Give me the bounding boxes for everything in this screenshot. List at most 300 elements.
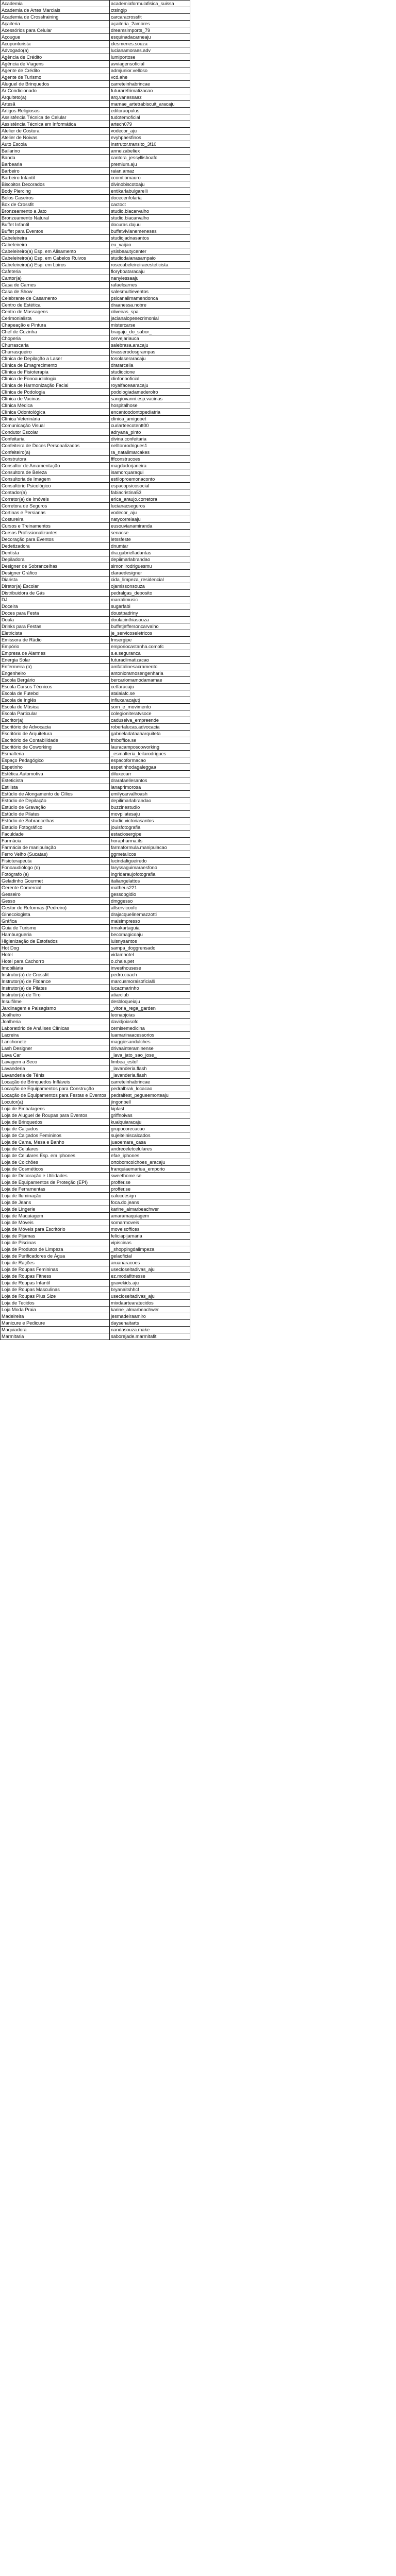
category-cell[interactable]: Lava Car bbox=[1, 1052, 110, 1059]
category-cell[interactable]: Clínica Veterinária bbox=[1, 416, 110, 422]
category-cell[interactable]: Hot Dog bbox=[1, 945, 110, 952]
category-cell[interactable]: Estúdio de Gravação bbox=[1, 804, 110, 811]
handle-cell[interactable]: diluxecarr bbox=[110, 771, 190, 777]
handle-cell[interactable]: curiarteecotentt00 bbox=[110, 422, 190, 429]
handle-cell[interactable]: italiangelattos bbox=[110, 878, 190, 885]
handle-cell[interactable]: esquinadacarneaju bbox=[110, 34, 190, 41]
handle-cell[interactable]: vodecor_aju bbox=[110, 128, 190, 134]
handle-cell[interactable]: simoniirodriguesmu bbox=[110, 563, 190, 570]
category-cell[interactable]: Locutor(a) bbox=[1, 1099, 110, 1106]
category-cell[interactable]: Designer Gráfico bbox=[1, 570, 110, 577]
handle-cell[interactable]: doustpadriny bbox=[110, 610, 190, 617]
handle-cell[interactable]: je_servicoseletricos bbox=[110, 630, 190, 637]
category-cell[interactable]: Loja de Ferramentas bbox=[1, 1186, 110, 1193]
category-cell[interactable]: Estúdio de Pilates bbox=[1, 811, 110, 818]
category-cell[interactable]: Doces para Festa bbox=[1, 610, 110, 617]
category-cell[interactable]: Instrutor(a) de Crossfit bbox=[1, 972, 110, 978]
handle-cell[interactable]: draanessa.nobre bbox=[110, 302, 190, 309]
category-cell[interactable]: Hotel bbox=[1, 952, 110, 958]
handle-cell[interactable]: drararcelia bbox=[110, 362, 190, 369]
handle-cell[interactable]: dreamsimports_79 bbox=[110, 27, 190, 34]
category-cell[interactable]: Agência de Crédito bbox=[1, 54, 110, 61]
handle-cell[interactable]: nelltonrodrigues1 bbox=[110, 443, 190, 449]
category-cell[interactable]: Estética Automotiva bbox=[1, 771, 110, 777]
category-cell[interactable]: Corretora de Seguros bbox=[1, 503, 110, 510]
handle-cell[interactable]: letssfeste bbox=[110, 536, 190, 543]
category-cell[interactable]: Guia de Turismo bbox=[1, 925, 110, 931]
handle-cell[interactable]: lucianamoraes.adv bbox=[110, 47, 190, 54]
handle-cell[interactable]: mixdaartearatecidos bbox=[110, 1300, 190, 1307]
category-cell[interactable]: Agente de Turismo bbox=[1, 74, 110, 81]
handle-cell[interactable]: jouisfotografia bbox=[110, 824, 190, 831]
category-cell[interactable]: Gesseiro bbox=[1, 891, 110, 898]
handle-cell[interactable]: lanaprimorosa bbox=[110, 784, 190, 791]
handle-cell[interactable]: oliveiras_spa bbox=[110, 309, 190, 315]
handle-cell[interactable]: avviagensoficial bbox=[110, 61, 190, 67]
category-cell[interactable]: DJ bbox=[1, 597, 110, 603]
handle-cell[interactable]: buffetvivianemeneses bbox=[110, 228, 190, 235]
handle-cell[interactable]: salesmultieventos bbox=[110, 289, 190, 295]
handle-cell[interactable]: caduselva_empreende bbox=[110, 717, 190, 724]
category-cell[interactable]: Depiladora bbox=[1, 556, 110, 563]
category-cell[interactable]: Escritor(a) bbox=[1, 717, 110, 724]
handle-cell[interactable]: futurarefrimatizacao bbox=[110, 88, 190, 94]
handle-cell[interactable]: psicanalimamendonca bbox=[110, 295, 190, 302]
handle-cell[interactable]: som_e_movimento bbox=[110, 704, 190, 710]
category-cell[interactable]: Academia de Artes Marciais bbox=[1, 7, 110, 14]
handle-cell[interactable]: pedralfest_pegueemorteaju bbox=[110, 1092, 190, 1099]
handle-cell[interactable]: ez.modafitnesse bbox=[110, 1273, 190, 1280]
category-cell[interactable]: Locação de Equipamentos para Festas e Eventos bbox=[1, 1092, 110, 1099]
handle-cell[interactable]: clinica_amigopet bbox=[110, 416, 190, 422]
category-cell[interactable]: Body Piercing bbox=[1, 188, 110, 195]
category-cell[interactable]: Joalheria bbox=[1, 1019, 110, 1025]
handle-cell[interactable]: bercariomamodamamae bbox=[110, 677, 190, 684]
handle-cell[interactable]: studiodaianasampaio bbox=[110, 255, 190, 262]
category-cell[interactable]: Box de Crossfit bbox=[1, 201, 110, 208]
category-cell[interactable]: Esteticista bbox=[1, 777, 110, 784]
category-cell[interactable]: Fisioterapeuta bbox=[1, 858, 110, 865]
handle-cell[interactable]: magdadorjaneira bbox=[110, 463, 190, 469]
category-cell[interactable]: Choperia bbox=[1, 335, 110, 342]
category-cell[interactable]: Gerente Comercial bbox=[1, 885, 110, 891]
category-cell[interactable]: Atelier de Noivas bbox=[1, 134, 110, 141]
handle-cell[interactable]: jacianalopesecrimonial bbox=[110, 315, 190, 322]
handle-cell[interactable]: desbloqueiaju bbox=[110, 998, 190, 1005]
category-cell[interactable]: Marmitaria bbox=[1, 1333, 110, 1340]
category-cell[interactable]: Bronzeamento Natural bbox=[1, 215, 110, 222]
category-cell[interactable]: Celebrante de Casamento bbox=[1, 295, 110, 302]
category-cell[interactable]: Clínica de Harmonização Facial bbox=[1, 382, 110, 389]
handle-cell[interactable]: drivaainteraminense bbox=[110, 1045, 190, 1052]
category-cell[interactable]: Loja de Tecidos bbox=[1, 1300, 110, 1307]
handle-cell[interactable]: efae_iphones bbox=[110, 1153, 190, 1159]
category-cell[interactable]: Ferro Velho (Sucatas) bbox=[1, 851, 110, 858]
handle-cell[interactable]: atalaiafc.se bbox=[110, 690, 190, 697]
category-cell[interactable]: Hotel para Cachorro bbox=[1, 958, 110, 965]
handle-cell[interactable]: usecloseitadivas_aju bbox=[110, 1266, 190, 1273]
handle-cell[interactable]: daysenaitarts bbox=[110, 1320, 190, 1327]
category-cell[interactable]: Estúdio Fotográfico bbox=[1, 824, 110, 831]
category-cell[interactable]: Espaço Pedagógico bbox=[1, 757, 110, 764]
category-cell[interactable]: Casa de Show bbox=[1, 289, 110, 295]
category-cell[interactable]: Estúdio de Sobrancelhas bbox=[1, 818, 110, 824]
category-cell[interactable]: Doceira bbox=[1, 603, 110, 610]
handle-cell[interactable]: bragaju_do_sabor_ bbox=[110, 329, 190, 335]
category-cell[interactable]: Diarista bbox=[1, 577, 110, 583]
category-cell[interactable]: Loja de Celulares bbox=[1, 1146, 110, 1153]
handle-cell[interactable]: vipiscinas bbox=[110, 1240, 190, 1246]
category-cell[interactable]: Clínica de Podologia bbox=[1, 389, 110, 396]
handle-cell[interactable]: doulacinthiasouza bbox=[110, 617, 190, 623]
category-cell[interactable]: Escritório de Contabilidade bbox=[1, 737, 110, 744]
category-cell[interactable]: Cabeleireiro(a) Esp. em Loiros bbox=[1, 262, 110, 268]
category-cell[interactable]: Cantor(a) bbox=[1, 275, 110, 282]
category-cell[interactable]: Lacreira bbox=[1, 1032, 110, 1039]
handle-cell[interactable]: ggmetalicos bbox=[110, 851, 190, 858]
category-cell[interactable]: Gestor de Reformas (Pedreiro) bbox=[1, 905, 110, 911]
category-cell[interactable]: Emissora de Rádio bbox=[1, 637, 110, 643]
handle-cell[interactable]: ra_natalimarcakes bbox=[110, 449, 190, 456]
category-cell[interactable]: Decoração para Eventos bbox=[1, 536, 110, 543]
category-cell[interactable]: Cursos Profissionalizantes bbox=[1, 530, 110, 536]
category-cell[interactable]: Lash Designer bbox=[1, 1045, 110, 1052]
category-cell[interactable]: Centro de Massagens bbox=[1, 309, 110, 315]
handle-cell[interactable]: ctsingip bbox=[110, 7, 190, 14]
handle-cell[interactable]: erica_araujo.corretora bbox=[110, 496, 190, 503]
handle-cell[interactable]: gelaoficial bbox=[110, 1253, 190, 1260]
category-cell[interactable]: Cabeleireiro bbox=[1, 242, 110, 248]
category-cell[interactable]: Buffet Infantil bbox=[1, 222, 110, 228]
handle-cell[interactable]: gabrieladataaharquiteta bbox=[110, 731, 190, 737]
category-cell[interactable]: Escritório de Advocacia bbox=[1, 724, 110, 731]
handle-cell[interactable]: davidjoiasofc bbox=[110, 1019, 190, 1025]
handle-cell[interactable]: ortobomcolchoes_aracaju bbox=[110, 1159, 190, 1166]
handle-cell[interactable]: moveisoffices bbox=[110, 1226, 190, 1233]
category-cell[interactable]: Bailarino bbox=[1, 148, 110, 155]
category-cell[interactable]: Faculdade bbox=[1, 831, 110, 838]
category-cell[interactable]: Banda bbox=[1, 155, 110, 161]
category-cell[interactable]: Loja de Roupas Femininas bbox=[1, 1266, 110, 1273]
category-cell[interactable]: Loja de Celulares Esp. em Iphones bbox=[1, 1153, 110, 1159]
category-cell[interactable]: Bronzeamento a Jato bbox=[1, 208, 110, 215]
category-cell[interactable]: Loja de Cama, Mesa e Banho bbox=[1, 1139, 110, 1146]
handle-cell[interactable]: lucindafigueiredo bbox=[110, 858, 190, 865]
category-cell[interactable]: Artigos Religiosos bbox=[1, 108, 110, 114]
handle-cell[interactable]: emporiocastanha.comofc bbox=[110, 643, 190, 650]
handle-cell[interactable]: foca.do.jeans bbox=[110, 1199, 190, 1206]
category-cell[interactable]: Farmácia de manipulação bbox=[1, 844, 110, 851]
category-cell[interactable]: Churrascaria bbox=[1, 342, 110, 349]
handle-cell[interactable]: feliciapijamaria bbox=[110, 1233, 190, 1240]
category-cell[interactable]: Clínica de Fisioterapia bbox=[1, 369, 110, 376]
category-cell[interactable]: Energia Solar bbox=[1, 657, 110, 664]
handle-cell[interactable]: vidamhotel bbox=[110, 952, 190, 958]
handle-cell[interactable]: clinfonooficial bbox=[110, 376, 190, 382]
category-cell[interactable]: Laboratório de Análises Clínicas bbox=[1, 1025, 110, 1032]
handle-cell[interactable]: senacse bbox=[110, 530, 190, 536]
handle-cell[interactable]: o.chale.pet bbox=[110, 958, 190, 965]
category-cell[interactable]: Cabeleireiro(a) Esp. em Alisamento bbox=[1, 248, 110, 255]
category-cell[interactable]: Auto Escola bbox=[1, 141, 110, 148]
category-cell[interactable]: Corretor(a) de Imóveis bbox=[1, 496, 110, 503]
handle-cell[interactable]: raian.amaz bbox=[110, 168, 190, 175]
category-cell[interactable]: Engenheiro bbox=[1, 670, 110, 677]
handle-cell[interactable]: sampa_doggrensado bbox=[110, 945, 190, 952]
handle-cell[interactable]: floryboataracaju bbox=[110, 268, 190, 275]
category-cell[interactable]: Assistência Técnica em Informática bbox=[1, 121, 110, 128]
handle-cell[interactable]: studiojadnasantos bbox=[110, 235, 190, 242]
handle-cell[interactable]: divinobiscotoaju bbox=[110, 181, 190, 188]
handle-cell[interactable]: colegioniteratvsoce bbox=[110, 710, 190, 717]
category-cell[interactable]: Loja de Cosméticos bbox=[1, 1166, 110, 1173]
handle-cell[interactable]: adryana_pinto bbox=[110, 429, 190, 436]
category-cell[interactable]: Loja de Roupas Plus Size bbox=[1, 1293, 110, 1300]
category-cell[interactable]: Artesã bbox=[1, 101, 110, 108]
handle-cell[interactable]: ysisbeautycenter bbox=[110, 248, 190, 255]
handle-cell[interactable]: arq.vanessaaz bbox=[110, 94, 190, 101]
handle-cell[interactable]: carreteinhabrincae bbox=[110, 81, 190, 88]
handle-cell[interactable]: salebrasa.aracaju bbox=[110, 342, 190, 349]
category-cell[interactable]: Locação de Brinquedos Infláveis bbox=[1, 1079, 110, 1086]
handle-cell[interactable]: entikarlabulgarelli bbox=[110, 188, 190, 195]
handle-cell[interactable]: juaoemara_casa bbox=[110, 1139, 190, 1146]
category-cell[interactable]: Consultoria de Imagem bbox=[1, 476, 110, 483]
handle-cell[interactable]: luamarinaacessorios bbox=[110, 1032, 190, 1039]
category-cell[interactable]: Barbeiro Infantil bbox=[1, 175, 110, 181]
category-cell[interactable]: Contador(a) bbox=[1, 489, 110, 496]
handle-cell[interactable]: kiplast bbox=[110, 1106, 190, 1112]
handle-cell[interactable]: _vitoria_rega_garden bbox=[110, 1005, 190, 1012]
handle-cell[interactable]: _esmalteria_leilarodrigues bbox=[110, 751, 190, 757]
handle-cell[interactable]: mistercarse bbox=[110, 322, 190, 329]
handle-cell[interactable]: vcd.ahe bbox=[110, 74, 190, 81]
category-cell[interactable]: Loja de Roupas Fitness bbox=[1, 1273, 110, 1280]
category-cell[interactable]: Designer de Sobrancelhas bbox=[1, 563, 110, 570]
handle-cell[interactable]: ccomtiomauro bbox=[110, 175, 190, 181]
category-cell[interactable]: Barbeiro bbox=[1, 168, 110, 175]
category-cell[interactable]: Loja de Brinquedos bbox=[1, 1119, 110, 1126]
handle-cell[interactable]: podologiadamederolro bbox=[110, 389, 190, 396]
handle-cell[interactable]: fmboffice.se bbox=[110, 737, 190, 744]
handle-cell[interactable]: antonioramosengenharia bbox=[110, 670, 190, 677]
handle-cell[interactable]: cactoct bbox=[110, 201, 190, 208]
category-cell[interactable]: Loja de Embalagens bbox=[1, 1106, 110, 1112]
handle-cell[interactable]: admjunior.velloso bbox=[110, 67, 190, 74]
category-cell[interactable]: Escola Cursos Técnicos bbox=[1, 684, 110, 690]
handle-cell[interactable]: atiarclub bbox=[110, 992, 190, 998]
category-cell[interactable]: Construtora bbox=[1, 456, 110, 463]
category-cell[interactable]: Empório bbox=[1, 643, 110, 650]
handle-cell[interactable]: cantora_jessyllisboafc bbox=[110, 155, 190, 161]
category-cell[interactable]: Cabeleireiro(a) Esp. em Cabelos Ruivos bbox=[1, 255, 110, 262]
handle-cell[interactable]: maisimpresso bbox=[110, 918, 190, 925]
handle-cell[interactable]: ojamissonsouza bbox=[110, 583, 190, 590]
handle-cell[interactable]: tosolaseraracaju bbox=[110, 355, 190, 362]
handle-cell[interactable]: depilimarlabrandao bbox=[110, 798, 190, 804]
category-cell[interactable]: Geladinho Gourmet bbox=[1, 878, 110, 885]
category-cell[interactable]: Fotógrafo (a) bbox=[1, 871, 110, 878]
handle-cell[interactable]: drajacquelinemazzotti bbox=[110, 911, 190, 918]
handle-cell[interactable]: _lava_jato_sao_jose_ bbox=[110, 1052, 190, 1059]
category-cell[interactable]: Farmácia bbox=[1, 838, 110, 844]
handle-cell[interactable]: royalfaceaaracaju bbox=[110, 382, 190, 389]
handle-cell[interactable]: evyhpaesfinos bbox=[110, 134, 190, 141]
handle-cell[interactable]: proffer.se bbox=[110, 1179, 190, 1186]
handle-cell[interactable]: gessopgidio bbox=[110, 891, 190, 898]
handle-cell[interactable]: dra.gabrielladantas bbox=[110, 550, 190, 556]
category-cell[interactable]: Loja de Rações bbox=[1, 1260, 110, 1266]
category-cell[interactable]: Instrutor(a) de Fitdance bbox=[1, 978, 110, 985]
category-cell[interactable]: Acessórios para Celular bbox=[1, 27, 110, 34]
handle-cell[interactable]: lumiportose bbox=[110, 54, 190, 61]
handle-cell[interactable]: karine_almarbeachwer bbox=[110, 1307, 190, 1313]
handle-cell[interactable]: nanylessaaju bbox=[110, 275, 190, 282]
handle-cell[interactable]: claraedesigner bbox=[110, 570, 190, 577]
handle-cell[interactable]: kualquiaracaju bbox=[110, 1119, 190, 1126]
category-cell[interactable]: Loja de Aluguel de Roupas para Eventos bbox=[1, 1112, 110, 1119]
handle-cell[interactable]: isamorquaraqui bbox=[110, 469, 190, 476]
handle-cell[interactable]: drarafaellesantos bbox=[110, 777, 190, 784]
handle-cell[interactable]: hospitalhose bbox=[110, 402, 190, 409]
category-cell[interactable]: Loja de Calçados Femininos bbox=[1, 1132, 110, 1139]
handle-cell[interactable]: estaciosergipe bbox=[110, 831, 190, 838]
handle-cell[interactable]: bryanaitshhcf bbox=[110, 1286, 190, 1293]
handle-cell[interactable]: robertalucas.advocacia bbox=[110, 724, 190, 731]
category-cell[interactable]: Lavagem a Seco bbox=[1, 1059, 110, 1065]
handle-cell[interactable]: buzzinestudio bbox=[110, 804, 190, 811]
handle-cell[interactable]: franquiaemariua_emporio bbox=[110, 1166, 190, 1173]
category-cell[interactable]: Madeireira bbox=[1, 1313, 110, 1320]
handle-cell[interactable]: fabiacristina53 bbox=[110, 489, 190, 496]
category-cell[interactable]: Chef de Cozinha bbox=[1, 329, 110, 335]
category-cell[interactable]: Esmalteria bbox=[1, 751, 110, 757]
handle-cell[interactable]: ingridaraujofotografia bbox=[110, 871, 190, 878]
handle-cell[interactable]: sangiovanni.esp.vacinas bbox=[110, 396, 190, 402]
category-cell[interactable]: Loja de Produtos de Limpeza bbox=[1, 1246, 110, 1253]
category-cell[interactable]: Arquiteto(a) bbox=[1, 94, 110, 101]
handle-cell[interactable]: irmakartaguia bbox=[110, 925, 190, 931]
handle-cell[interactable]: usecloseitadivas_aju bbox=[110, 1293, 190, 1300]
category-cell[interactable]: Doula bbox=[1, 617, 110, 623]
category-cell[interactable]: Enfermeira (o) bbox=[1, 664, 110, 670]
category-cell[interactable]: Diretor(a) Escolar bbox=[1, 583, 110, 590]
category-cell[interactable]: Loja de Móveis bbox=[1, 1219, 110, 1226]
handle-cell[interactable]: nandasouza.make bbox=[110, 1327, 190, 1333]
category-cell[interactable]: Estúdio de Depilação bbox=[1, 798, 110, 804]
handle-cell[interactable]: emilycarvalhoash bbox=[110, 791, 190, 798]
category-cell[interactable]: Advogado(a) bbox=[1, 47, 110, 54]
category-cell[interactable]: Escola de Inglês bbox=[1, 697, 110, 704]
handle-cell[interactable]: carreteinhabrincae bbox=[110, 1079, 190, 1086]
handle-cell[interactable]: eu_vaijao bbox=[110, 242, 190, 248]
category-cell[interactable]: Lavanderia de Tênis bbox=[1, 1072, 110, 1079]
category-cell[interactable]: Loja de Equipamentos de Proteção (EPI) bbox=[1, 1179, 110, 1186]
category-cell[interactable]: Academia bbox=[1, 1, 110, 7]
category-cell[interactable]: Clínica Odontológica bbox=[1, 409, 110, 416]
handle-cell[interactable]: luisnysantos bbox=[110, 938, 190, 945]
category-cell[interactable]: Maquiadora bbox=[1, 1327, 110, 1333]
handle-cell[interactable]: karine_almarbeachwer bbox=[110, 1206, 190, 1213]
category-cell[interactable]: Clínica de Vacinas bbox=[1, 396, 110, 402]
category-cell[interactable]: Loja de Calçados bbox=[1, 1126, 110, 1132]
category-cell[interactable]: Insulfilme bbox=[1, 998, 110, 1005]
category-cell[interactable]: Consultor de Amamentação bbox=[1, 463, 110, 469]
handle-cell[interactable]: laryssaguimaraesfono bbox=[110, 865, 190, 871]
category-cell[interactable]: Dentista bbox=[1, 550, 110, 556]
handle-cell[interactable]: clesmenes.souza bbox=[110, 41, 190, 47]
category-cell[interactable]: Clínica de Emagrecimento bbox=[1, 362, 110, 369]
handle-cell[interactable]: _lavanderia.flash bbox=[110, 1072, 190, 1079]
handle-cell[interactable]: allservicoofc bbox=[110, 905, 190, 911]
category-cell[interactable]: Confeiteiro(a) bbox=[1, 449, 110, 456]
category-cell[interactable]: Academia de Crossfraining bbox=[1, 14, 110, 21]
category-cell[interactable]: Ar Condicionado bbox=[1, 88, 110, 94]
category-cell[interactable]: Escola Bergário bbox=[1, 677, 110, 684]
category-cell[interactable]: Loja de Decoração e Utilidades bbox=[1, 1173, 110, 1179]
category-cell[interactable]: Cursos e Treinamentos bbox=[1, 523, 110, 530]
category-cell[interactable]: Drinks para Festas bbox=[1, 623, 110, 630]
category-cell[interactable]: Cerimonialista bbox=[1, 315, 110, 322]
category-cell[interactable]: Estúdio de Alongamento de Cílios bbox=[1, 791, 110, 798]
category-cell[interactable]: Escritório de Arquitetura bbox=[1, 731, 110, 737]
category-cell[interactable]: Loja de Maquiagem bbox=[1, 1213, 110, 1219]
category-cell[interactable]: Eletricista bbox=[1, 630, 110, 637]
handle-cell[interactable]: investhousese bbox=[110, 965, 190, 972]
handle-cell[interactable]: editoraopulus bbox=[110, 108, 190, 114]
handle-cell[interactable]: brasserodosgrampas bbox=[110, 349, 190, 355]
category-cell[interactable]: Consultora de Beleza bbox=[1, 469, 110, 476]
handle-cell[interactable]: maggiesandulches bbox=[110, 1039, 190, 1045]
handle-cell[interactable]: influxaracajutj bbox=[110, 697, 190, 704]
category-cell[interactable]: Confeiteira de Doces Personalizados bbox=[1, 443, 110, 449]
category-cell[interactable]: Acupunturista bbox=[1, 41, 110, 47]
handle-cell[interactable]: amfatalinesacramento bbox=[110, 664, 190, 670]
handle-cell[interactable]: proffer.se bbox=[110, 1186, 190, 1193]
category-cell[interactable]: Agente de Crédito bbox=[1, 67, 110, 74]
handle-cell[interactable]: estiloproemonaconto bbox=[110, 476, 190, 483]
category-cell[interactable]: Dedetizadora bbox=[1, 543, 110, 550]
handle-cell[interactable]: griffnoivas bbox=[110, 1112, 190, 1119]
handle-cell[interactable]: encantoodontopediatria bbox=[110, 409, 190, 416]
handle-cell[interactable]: gravekids.aju bbox=[110, 1280, 190, 1286]
handle-cell[interactable]: cida_limpeza_residencial bbox=[110, 577, 190, 583]
handle-cell[interactable]: sweethome.se bbox=[110, 1173, 190, 1179]
handle-cell[interactable]: farmaformula.manipulacao bbox=[110, 844, 190, 851]
handle-cell[interactable]: lucianacseguros bbox=[110, 503, 190, 510]
handle-cell[interactable]: leonaojoias bbox=[110, 1012, 190, 1019]
category-cell[interactable]: Bolos Caseiros bbox=[1, 195, 110, 201]
handle-cell[interactable]: studio.biacarvalho bbox=[110, 208, 190, 215]
category-cell[interactable]: Manicure e Pedicure bbox=[1, 1320, 110, 1327]
category-cell[interactable]: Agência de Viagens bbox=[1, 61, 110, 67]
handle-cell[interactable]: carcaracrossfit bbox=[110, 14, 190, 21]
handle-cell[interactable]: eusouvianamiranda bbox=[110, 523, 190, 530]
handle-cell[interactable]: mamae_artetrabiscuit_aracaju bbox=[110, 101, 190, 108]
handle-cell[interactable]: rafaelcarnes bbox=[110, 282, 190, 289]
category-cell[interactable]: Loja de Pijamas bbox=[1, 1233, 110, 1240]
category-cell[interactable]: Clínica de Fonoaudiologia bbox=[1, 376, 110, 382]
category-cell[interactable]: Confeitaria bbox=[1, 436, 110, 443]
handle-cell[interactable]: _shoppingdalimpeza bbox=[110, 1246, 190, 1253]
category-cell[interactable]: Jardinagem e Paisagismo bbox=[1, 1005, 110, 1012]
handle-cell[interactable]: _lavanderia.flash bbox=[110, 1065, 190, 1072]
handle-cell[interactable]: docecenfolaria bbox=[110, 195, 190, 201]
category-cell[interactable]: Açougue bbox=[1, 34, 110, 41]
category-cell[interactable]: Gráfica bbox=[1, 918, 110, 925]
category-cell[interactable]: Joalheiro bbox=[1, 1012, 110, 1019]
handle-cell[interactable]: natycorreiaaju bbox=[110, 516, 190, 523]
